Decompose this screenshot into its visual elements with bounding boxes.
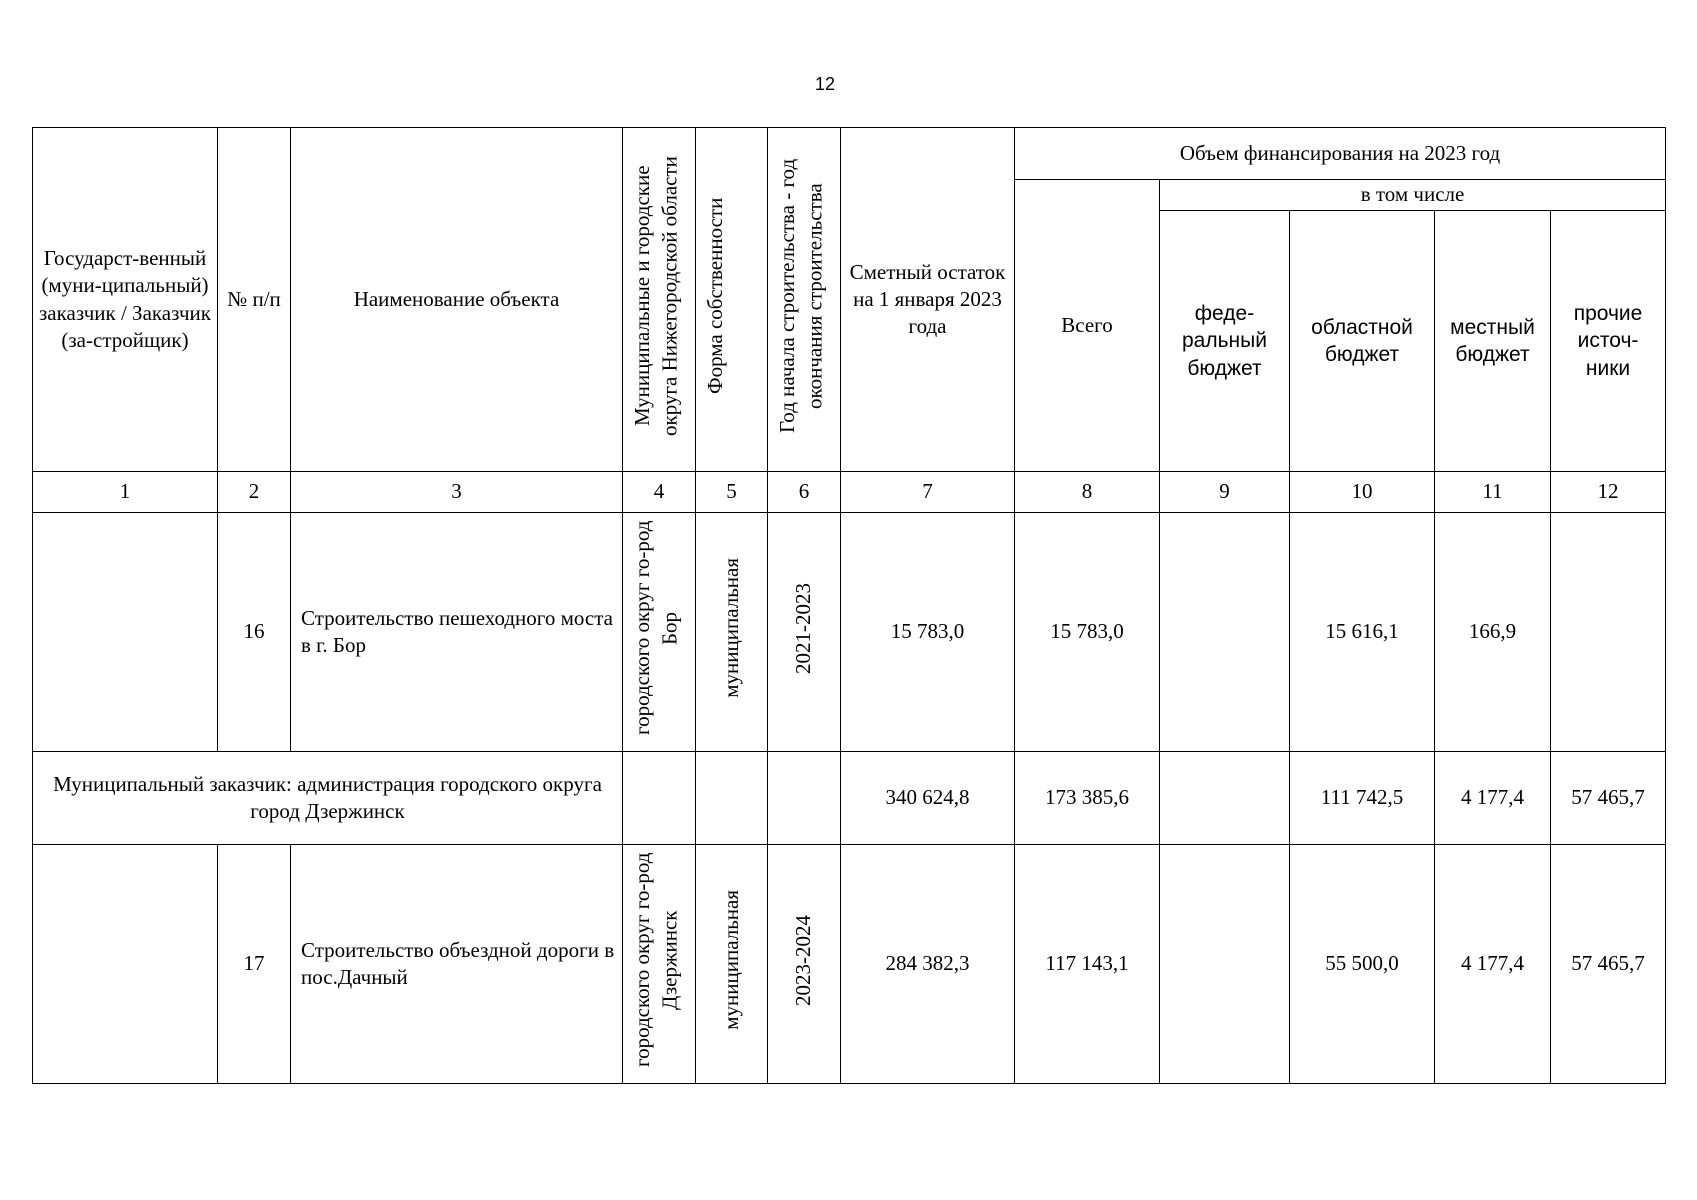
row-municipality-cell bbox=[623, 513, 696, 752]
row-local: 166,9 bbox=[1435, 513, 1551, 752]
row-customer bbox=[33, 513, 218, 752]
row-local: 4 177,4 bbox=[1435, 845, 1551, 1084]
header-municipality: Муниципальные и городские округа Нижегородской области bbox=[630, 155, 682, 436]
header-local: местный бюджет bbox=[1435, 211, 1551, 472]
summary-federal bbox=[1160, 752, 1290, 845]
row-ownership: муниципальная bbox=[718, 558, 743, 699]
row-object-name: Строительство объездной дороги в пос.Дачный bbox=[291, 845, 623, 1084]
row-ownership: муниципальная bbox=[718, 890, 743, 1031]
summary-regional: 111 742,5 bbox=[1290, 752, 1435, 845]
column-number: 6 bbox=[768, 472, 841, 513]
column-number: 11 bbox=[1435, 472, 1551, 513]
header-customer: Государст-венный (муни-ципальный) заказчик / Заказчик (за-стройщик) bbox=[33, 128, 218, 472]
page-number: 12 bbox=[814, 74, 836, 94]
header-estimate: Сметный остаток на 1 января 2023 года bbox=[841, 128, 1015, 472]
column-number: 5 bbox=[696, 472, 768, 513]
column-number: 1 bbox=[33, 472, 218, 513]
row-federal bbox=[1160, 513, 1290, 752]
row-num: 17 bbox=[218, 845, 291, 1084]
column-number: 9 bbox=[1160, 472, 1290, 513]
header-ownership-cell bbox=[696, 128, 768, 472]
row-estimate: 15 783,0 bbox=[841, 513, 1015, 752]
summary-row bbox=[33, 752, 1666, 845]
header-num: № п/п bbox=[218, 128, 291, 472]
header-financing-title: Объем финансирования на 2023 год bbox=[1015, 128, 1666, 180]
row-federal bbox=[1160, 845, 1290, 1084]
column-number: 4 bbox=[623, 472, 696, 513]
row-customer bbox=[33, 845, 218, 1084]
summary-empty bbox=[623, 752, 696, 845]
column-number: 2 bbox=[218, 472, 291, 513]
financing-table bbox=[32, 127, 1666, 1084]
row-years: 2023-2024 bbox=[791, 914, 816, 1006]
row-total: 15 783,0 bbox=[1015, 513, 1160, 752]
header-row bbox=[33, 128, 1666, 180]
row-regional: 15 616,1 bbox=[1290, 513, 1435, 752]
row-municipality: городского округ го-род Дзержинск bbox=[630, 853, 682, 1068]
summary-local: 4 177,4 bbox=[1435, 752, 1551, 845]
row-other: 57 465,7 bbox=[1551, 845, 1666, 1084]
row-years: 2021-2023 bbox=[791, 582, 816, 674]
header-regional: областной бюджет bbox=[1290, 211, 1435, 472]
column-number: 8 bbox=[1015, 472, 1160, 513]
header-years: Год начала строительства - год окончания строительства bbox=[775, 158, 827, 433]
column-number-row bbox=[33, 472, 1666, 513]
header-federal: феде-ральный бюджет bbox=[1160, 211, 1290, 472]
header-total: Всего bbox=[1015, 180, 1160, 472]
row-num: 16 bbox=[218, 513, 291, 752]
summary-estimate: 340 624,8 bbox=[841, 752, 1015, 845]
header-municipality-cell bbox=[623, 128, 696, 472]
column-number: 10 bbox=[1290, 472, 1435, 513]
summary-other: 57 465,7 bbox=[1551, 752, 1666, 845]
summary-empty bbox=[696, 752, 768, 845]
row-municipality: городского округ го-род Бор bbox=[630, 521, 682, 736]
summary-empty bbox=[768, 752, 841, 845]
header-years-cell bbox=[768, 128, 841, 472]
row-other bbox=[1551, 513, 1666, 752]
row-object-name: Строительство пешеходного моста в г. Бор bbox=[291, 513, 623, 752]
row-municipality-cell bbox=[623, 845, 696, 1084]
row-years-cell bbox=[768, 513, 841, 752]
table-row bbox=[33, 845, 1666, 1084]
row-ownership-cell bbox=[696, 845, 768, 1084]
column-number: 7 bbox=[841, 472, 1015, 513]
row-total: 117 143,1 bbox=[1015, 845, 1160, 1084]
table-row bbox=[33, 513, 1666, 752]
summary-label: Муниципальный заказчик: администрация городского округа город Дзержинск bbox=[33, 752, 623, 845]
column-number: 3 bbox=[291, 472, 623, 513]
row-ownership-cell bbox=[696, 513, 768, 752]
row-regional: 55 500,0 bbox=[1290, 845, 1435, 1084]
row-years-cell bbox=[768, 845, 841, 1084]
column-number: 12 bbox=[1551, 472, 1666, 513]
header-ownership: Форма собственности bbox=[703, 197, 727, 395]
row-estimate: 284 382,3 bbox=[841, 845, 1015, 1084]
header-other: прочие источ-ники bbox=[1551, 211, 1666, 472]
header-object-name: Наименование объекта bbox=[291, 128, 623, 472]
header-including: в том числе bbox=[1160, 180, 1666, 211]
summary-total: 173 385,6 bbox=[1015, 752, 1160, 845]
